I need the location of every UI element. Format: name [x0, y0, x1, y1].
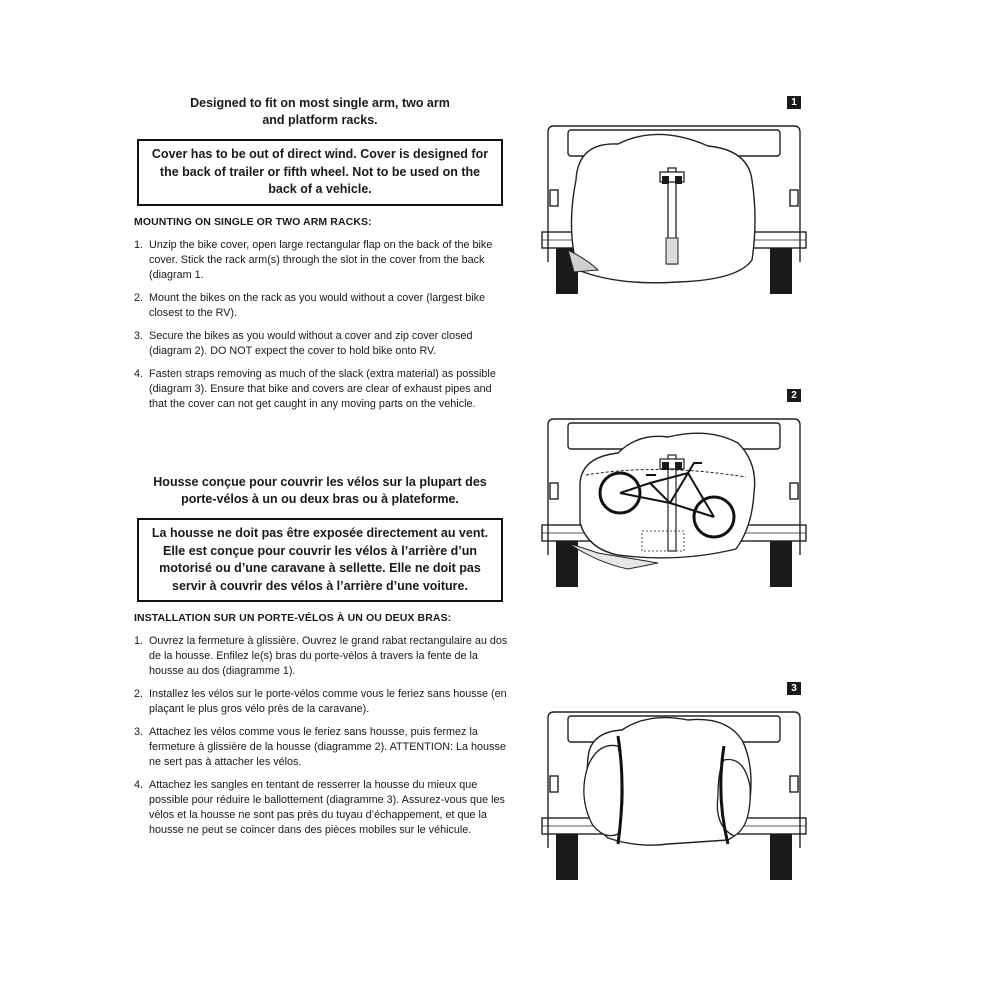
step-text: Installez les vélos sur le porte-vélos comme vous le feriez sans housse (en plaçant le plus gros vélo près de la caravane). — [149, 688, 507, 715]
french-subheading: INSTALLATION SUR UN PORTE-VÉLOS À UN OU DEUX BRAS: — [134, 612, 452, 624]
step-number: 4. — [134, 368, 144, 380]
step-number: 4. — [134, 779, 144, 791]
french-heading-line: Housse conçue pour couvrir les vélos sur la plupart des — [153, 475, 487, 489]
rv-rear-with-bike-in-cover-icon — [538, 413, 810, 593]
english-warning-line: back of a vehicle. — [268, 182, 372, 196]
french-warning-line: motorisé ou d’une caravane à sellette. Elle ne doit pas — [159, 561, 481, 575]
list-item — [134, 329, 509, 359]
english-subheading: MOUNTING ON SINGLE OR TWO ARM RACKS: — [134, 216, 372, 228]
list-item — [134, 238, 509, 283]
english-heading — [134, 95, 506, 129]
step-number: 2. — [134, 292, 144, 304]
step-text: Secure the bikes as you would without a cover and zip cover closed (diagram 2). DO NOT expect the cover to hold bike onto RV. — [149, 330, 473, 357]
step-text: Ouvrez la fermeture à glissière. Ouvrez le grand rabat rectangulaire au dos de la housse. Enfilez le(s) bras du porte-vélos à travers la fente de la housse au dos (diagramme 1). — [149, 635, 508, 677]
french-warning-box — [137, 518, 503, 602]
english-heading-line: and platform racks. — [262, 113, 378, 127]
step-text: Attachez les sangles en tentant de resserrer la housse du mieux que possible pour réduire le ballottement (diagramme 3). Assurez-vous que les vélos et la housse ne sont pas près du tuyau d’échappement, et que la housse ne peut se coincer dans des pièces mobiles sur le véhicule. — [149, 779, 505, 836]
list-item — [134, 778, 509, 838]
french-heading — [134, 474, 506, 508]
english-warning-line: the back of trailer or fifth wheel. Not to be used on the — [159, 164, 481, 179]
step-number: 1. — [134, 239, 144, 251]
french-heading-line: porte-vélos à un ou deux bras ou à plateforme. — [181, 492, 459, 506]
step-text: Attachez les vélos comme vous le feriez sans housse, puis fermez la fermeture à glissière de la housse (diagramme 2). ATTENTION: La housse ne sert pas à attacher les vélos. — [149, 726, 506, 768]
rv-rear-with-open-cover-icon — [538, 120, 810, 300]
step-number: 1. — [134, 635, 144, 647]
english-steps-list — [134, 238, 509, 420]
english-warning-line: Cover has to be out of direct wind. Cover is designed for — [151, 147, 489, 161]
list-item — [134, 687, 509, 717]
diagram-2-label: 2 — [787, 389, 801, 402]
english-heading-line: Designed to fit on most single arm, two arm — [190, 96, 450, 110]
list-item — [134, 367, 509, 412]
list-item — [134, 634, 509, 679]
french-warning-line: servir à couvrir des vélos à l’arrière d’une voiture. — [172, 578, 468, 593]
step-number: 3. — [134, 726, 144, 738]
diagram-1-label: 1 — [787, 96, 801, 109]
step-text: Mount the bikes on the rack as you would without a cover (largest bike closest to the RV). — [149, 292, 486, 319]
french-warning-line: Elle est conçue pour couvrir les vélos à l’arrière d’un — [162, 543, 477, 558]
list-item — [134, 291, 509, 321]
diagram-3-label: 3 — [787, 682, 801, 695]
french-warning-line: La housse ne doit pas être exposée directement au vent. — [151, 526, 489, 540]
step-number: 2. — [134, 688, 144, 700]
step-text: Fasten straps removing as much of the slack (extra material) as possible (diagram 3). Ensure that bike and covers are clear of exhaust pipes and that the cover can not get caught in any moving parts on the vehicle. — [149, 368, 496, 410]
step-number: 3. — [134, 330, 144, 342]
step-text: Unzip the bike cover, open large rectangular flap on the back of the bike cover. Stick the rack arm(s) through the slot in the cover from the back (diagram 1. — [149, 239, 493, 281]
english-warning-box — [137, 139, 503, 206]
rv-rear-with-strapped-cover-icon — [538, 706, 810, 886]
list-item — [134, 725, 509, 770]
french-steps-list — [134, 634, 509, 846]
